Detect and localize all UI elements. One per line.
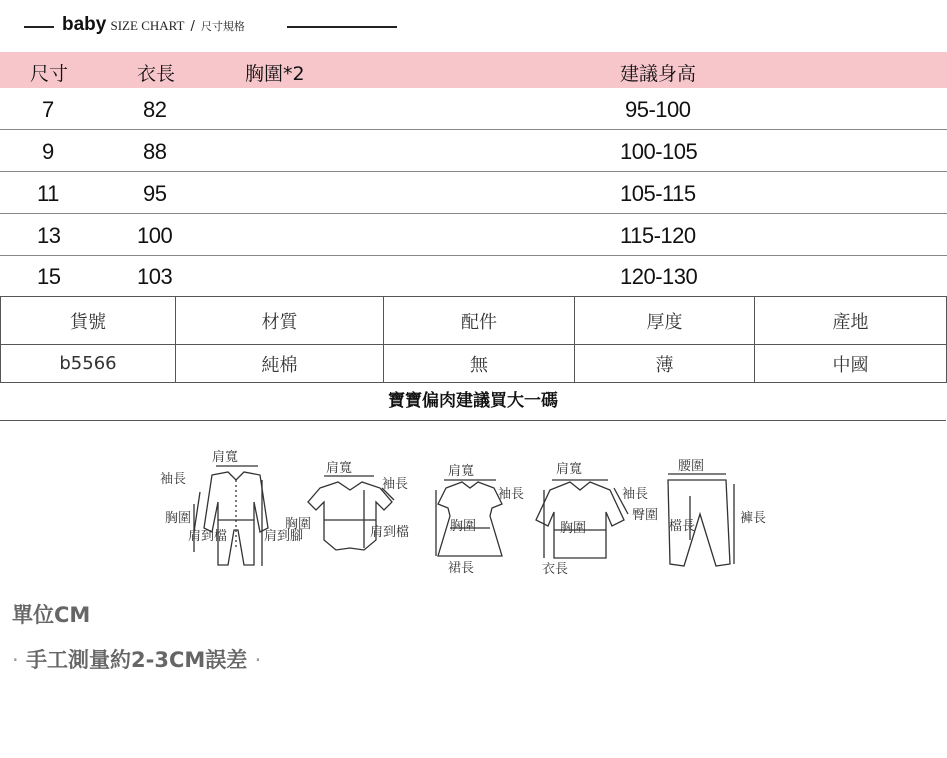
cell-length: 95	[143, 181, 167, 206]
cell-size: 7	[42, 97, 54, 122]
top-label-shoulder: 肩寬	[556, 462, 583, 477]
top-label-length: 衣長	[542, 562, 569, 577]
header-height: 建議身高	[620, 63, 697, 85]
info-header-origin: 產地	[755, 297, 947, 345]
measurement-diagrams	[150, 440, 767, 590]
cell-height: 100-105	[620, 139, 698, 164]
cell-height: 120-130	[620, 264, 698, 289]
romper-label-chest: 胸圍	[165, 511, 192, 526]
cell-size: 9	[42, 139, 54, 164]
info-value-accessory: 無	[384, 345, 575, 383]
romper-label-shoulder: 肩寬	[212, 450, 239, 465]
romper-label-shoulder-foot: 肩到腳	[264, 529, 304, 544]
size-table-header	[0, 52, 947, 88]
table-row	[0, 255, 947, 297]
unit-label: 單位CM	[12, 603, 91, 627]
cell-size: 15	[37, 264, 61, 289]
romper-sleeve-arrow	[194, 492, 200, 532]
info-value-material: 純棉	[176, 345, 384, 383]
dress-label-chest: 胸圍	[450, 519, 477, 534]
cell-height: 105-115	[620, 181, 696, 206]
cell-length: 100	[137, 223, 173, 248]
bodysuit-diagram	[285, 461, 409, 550]
pants-label-hip: 臀圍	[632, 508, 659, 523]
info-header-sku: 貨號	[1, 297, 176, 345]
title-brand: baby	[62, 14, 107, 35]
bodysuit-label-sleeve: 袖長	[382, 477, 409, 492]
header-size: 尺寸	[30, 63, 69, 85]
top-label-chest: 胸圍	[560, 521, 587, 536]
cell-size: 11	[37, 181, 59, 206]
table-row	[0, 214, 947, 256]
measurement-error-note	[12, 644, 261, 674]
title-rule-right	[287, 26, 397, 28]
bodysuit-label-chest: 胸圍	[285, 517, 312, 532]
title-subtitle-zh: 尺寸規格	[200, 20, 245, 33]
cell-height: 115-120	[620, 223, 696, 248]
title-rule-left	[24, 26, 54, 28]
info-value-sku: b5566	[1, 345, 176, 383]
info-header-row	[1, 297, 947, 345]
product-info-table	[0, 296, 947, 383]
table-row	[0, 88, 947, 130]
top-label-sleeve: 袖長	[498, 487, 525, 502]
pants-label-crotch: 檔長	[669, 519, 696, 534]
info-value-row	[1, 345, 947, 383]
pants-label-length: 褲長	[740, 511, 767, 526]
cell-length: 103	[137, 264, 173, 289]
title-separator: /	[190, 19, 195, 34]
top-diagram	[498, 462, 628, 577]
cell-length: 88	[143, 139, 167, 164]
title-subtitle: SIZE CHART	[110, 18, 185, 33]
pants-label-sleeve: 袖長	[622, 487, 649, 502]
pants-label-waist: 腰圍	[678, 459, 705, 474]
cell-length: 82	[143, 97, 167, 122]
dress-label-length: 裙長	[448, 561, 475, 576]
info-header-thickness: 厚度	[575, 297, 755, 345]
bodysuit-label-shoulder: 肩寬	[326, 461, 353, 476]
size-advice-note: 寶寶偏肉建議買大一碼	[0, 383, 946, 421]
info-header-material: 材質	[176, 297, 384, 345]
bodysuit-label-crotch: 肩到檔	[370, 525, 410, 540]
table-row	[0, 172, 947, 214]
info-header-accessory: 配件	[384, 297, 575, 345]
measurement-error-text: 手工測量約2-3CM誤差	[26, 648, 248, 672]
bullet-right: ·	[254, 648, 262, 672]
romper-label-sleeve: 袖長	[160, 472, 187, 487]
bullet-left: ·	[12, 648, 19, 672]
dress-diagram	[436, 464, 502, 576]
romper-label-shoulder-crotch: 肩到檔	[188, 529, 228, 544]
dress-label-shoulder: 肩寬	[448, 464, 475, 479]
top-icon	[536, 482, 624, 558]
cell-size: 13	[37, 223, 61, 248]
cell-height: 95-100	[625, 97, 691, 122]
chart-title	[0, 14, 947, 40]
romper-diagram	[160, 450, 303, 566]
header-length: 衣長	[137, 63, 176, 85]
header-chest: 胸圍*2	[245, 63, 305, 85]
info-value-thickness: 薄	[575, 345, 755, 383]
title-text	[62, 14, 245, 36]
table-row	[0, 130, 947, 172]
pants-diagram	[622, 459, 766, 566]
info-value-origin: 中國	[755, 345, 947, 383]
